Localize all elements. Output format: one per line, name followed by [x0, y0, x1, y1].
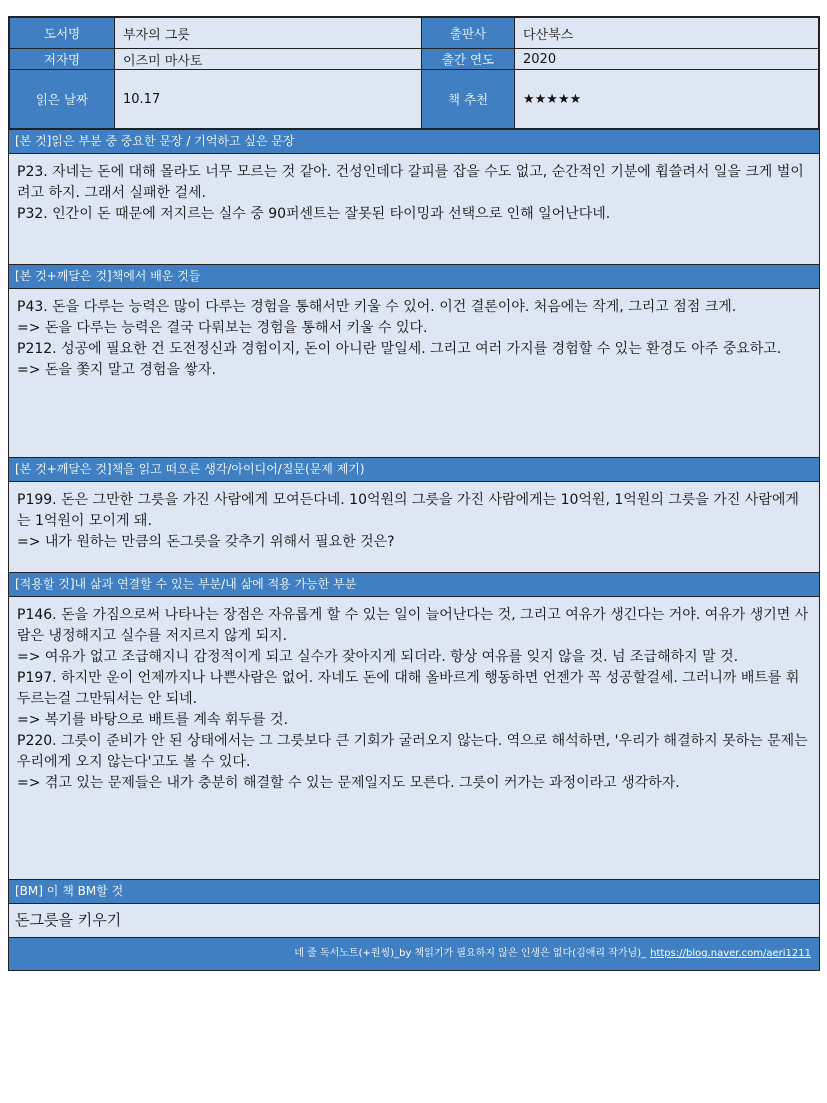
section-3-body: [9, 482, 819, 572]
section-4-line: => 복기를 바탕으로 배트를 계속 휘두를 것.: [17, 712, 288, 728]
section-4-line: P197. 하지만 운이 언제까지나 나쁜사람은 없어. 자네도 돈에 대해 올바르게 행동하면 언젠가 꼭 성공할걸세. 그러니까 배트를 휘두르는걸 그만둬서는 안 되네.: [17, 670, 800, 707]
section-4-body: [9, 597, 819, 879]
section-2-line: P43. 돈을 다루는 능력은 많이 다루는 경험을 통해서만 키울 수 있어. 이건 결론이야. 처음에는 작게, 그리고 점점 크게.: [17, 299, 737, 315]
section-4-heading: 내 삶과 연결할 수 있는 부분/내 삶에 적용 가능한 부분: [74, 577, 357, 591]
reading-note-sheet: [8, 16, 820, 971]
section-3-heading: 책을 읽고 떠오른 생각/아이디어/질문(문제 제기): [111, 462, 365, 476]
section-2-heading: 책에서 배운 것들: [111, 269, 201, 283]
section-3-tag: [본 것+깨달은 것]: [15, 462, 112, 476]
section-1-tag: [본 것]: [15, 134, 52, 148]
footer-text: 네 줄 독서노트(+원씽)_by 책읽기가 필요하지 않은 인생은 없다(김애리 작가님)_: [294, 948, 647, 959]
bm-content: 돈그릇을 키우기: [9, 904, 819, 937]
recommend-stars: ★★★★★: [515, 70, 819, 129]
author-label: 저자명: [10, 49, 115, 70]
section-4-tag: [적용할 것]: [15, 577, 75, 591]
book-title-value: 부자의 그릇: [115, 18, 422, 49]
pub-year-label: 출간 연도: [422, 49, 515, 70]
section-1-heading: 읽은 부분 중 중요한 문장 / 기억하고 싶은 문장: [51, 134, 295, 148]
bm-heading: 이 책 BM할 것: [46, 884, 124, 898]
section-3-line: P199. 돈은 그만한 그릇을 가진 사람에게 모여든다네. 10억원의 그릇을 가진 사람에게는 10억원, 1억원의 그릇을 가진 사람에게는 1억원이 모이게 돼.: [17, 492, 799, 529]
section-2-tag: [본 것+깨달은 것]: [15, 269, 112, 283]
section-3-line: => 내가 원하는 만큼의 돈그릇을 갖추기 위해서 필요한 것은?: [17, 534, 395, 550]
author-value: 이즈미 마사토: [115, 49, 422, 70]
section-1-line: P32. 인간이 돈 때문에 저지르는 실수 중 90퍼센트는 잘못된 타이밍과 선택으로 인해 일어난다네.: [17, 206, 611, 222]
section-2-line: P212. 성공에 필요한 건 도전정신과 경험이지, 돈이 아니란 말일세. 그리고 여러 가지를 경험할 수 있는 환경도 아주 중요하고.: [17, 341, 782, 357]
section-1-body: [9, 154, 819, 264]
read-date-value: 10.17: [115, 70, 422, 129]
recommend-label: 책 추천: [422, 70, 515, 129]
section-4-line: => 여유가 없고 조급해지니 감정적이게 되고 실수가 잦아지게 되더라. 항상 여유를 잊지 않을 것. 넘 조급해하지 말 것.: [17, 649, 739, 665]
book-title-label: 도서명: [10, 18, 115, 49]
section-4-title: [9, 572, 819, 597]
section-2-line: => 돈을 다루는 능력은 결국 다뤄보는 경험을 통해서 키울 수 있다.: [17, 320, 428, 336]
read-date-label: 읽은 날짜: [10, 70, 115, 129]
publisher-value: 다산북스: [515, 18, 819, 49]
bm-tag: [BM]: [15, 884, 43, 898]
bm-title: [9, 879, 819, 904]
section-4-line: => 겪고 있는 문제들은 내가 충분히 해결할 수 있는 문제일지도 모른다. 그릇이 커가는 과정이라고 생각하자.: [17, 775, 680, 791]
section-1-line: P23. 자네는 돈에 대해 몰라도 너무 모르는 것 같아. 건성인데다 갈피를 잡을 수도 없고, 순간적인 기분에 휩쓸려서 일을 크게 벌이려고 하지. 그래서 실패한 걸세.: [17, 164, 804, 201]
section-4-line: P146. 돈을 가짐으로써 나타나는 장점은 자유롭게 할 수 있는 일이 늘어난다는 것, 그리고 여유가 생긴다는 거야. 여유가 생기면 사람은 냉정해지고 실수를 저지르지 않게 되지.: [17, 607, 809, 644]
footer-credit: [9, 937, 819, 970]
publisher-label: 출판사: [422, 18, 515, 49]
book-info-table: [9, 17, 819, 129]
section-2-title: [9, 264, 819, 289]
section-2-body: [9, 289, 819, 457]
pub-year-value: 2020: [515, 49, 819, 70]
section-4-line: P220. 그릇이 준비가 안 된 상태에서는 그 그릇보다 큰 기회가 굴러오지 않는다. 역으로 해석하면, '우리가 해결하지 못하는 문제는 우리에게 오지 않는다'고도 볼 수 있다.: [17, 733, 808, 770]
section-1-title: [9, 129, 819, 154]
section-2-line: => 돈을 쫓지 말고 경험을 쌓자.: [17, 362, 216, 378]
section-3-title: [9, 457, 819, 482]
footer-blog-link[interactable]: https://blog.naver.com/aeri1211: [650, 948, 811, 959]
